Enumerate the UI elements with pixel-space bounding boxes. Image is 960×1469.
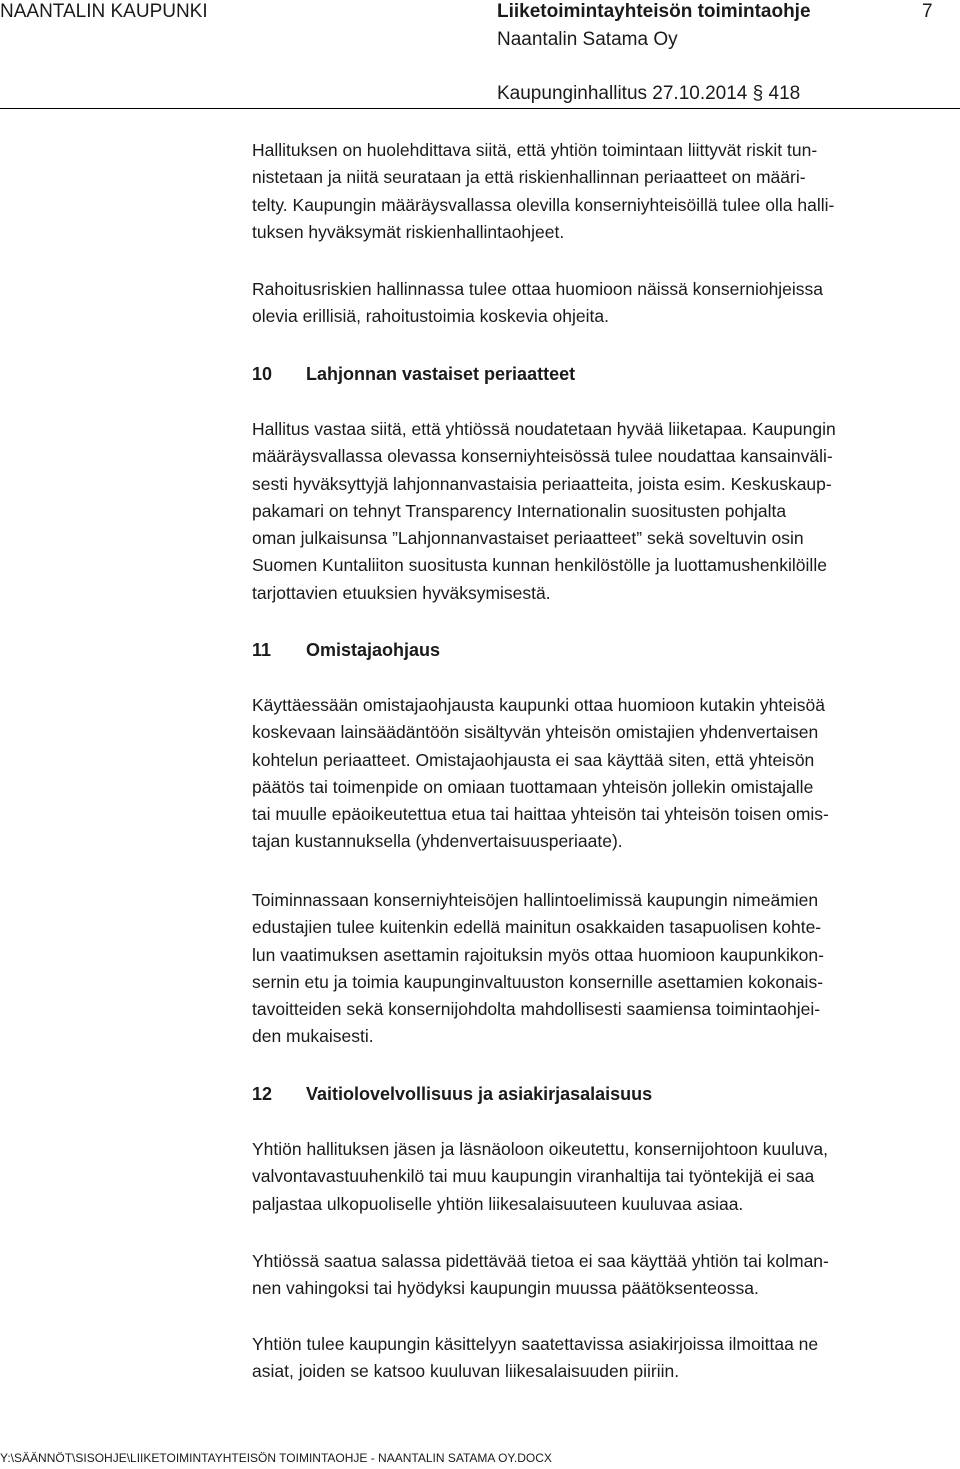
section-number: 10 [252,364,273,384]
text-line: edustajien tulee kuitenkin edellä mainitun osakkaiden tasapuolisen kohte- [252,917,822,938]
paragraph-confidentiality [252,1136,952,1218]
text-line: paljastaa ulkopuoliselle yhtiön liikesalaisuuteen kuuluvaa asiaa. [252,1193,744,1214]
text-line: kohtelun periaatteet. Omistajaohjausta ei saa käyttää siten, että yhteisön [252,749,815,770]
text-line: Yhtiössä saatua salassa pidettävää tietoa ei saa käyttää yhtiön tai kolman- [252,1251,829,1271]
paragraph-financing-risks [252,276,952,331]
text-line: määräysvallassa olevassa konserniyhteisössä tulee noudattaa kansainväli- [252,446,833,467]
text-line: Käyttäessään omistajaohjausta kaupunki ottaa huomioon kutakin yhteisöä [252,695,826,715]
page-number: 7 [922,1,933,22]
section-number: 12 [252,1084,273,1104]
text-line: tai muulle epäoikeutettua etua tai haittaa yhteisön tai yhteisön toisen omis- [252,804,829,825]
paragraph-confidential-information [252,1248,952,1303]
text-line: tarjottavien etuuksien hyväksymisestä. [252,582,551,603]
text-line: pakamari on tehnyt Transparency Internationalin suositusten pohjalta [252,500,787,521]
paragraph-anti-bribery [252,416,952,607]
header-company: Naantalin Satama Oy [497,29,678,50]
header-divider [0,108,960,109]
text-line: Hallitus vastaa siitä, että yhtiössä noudatetaan hyvää liiketapaa. Kaupungin [252,419,836,439]
text-line: olevia erillisiä, rahoitustoimia koskevia ohjeita. [252,306,609,327]
text-line: oman julkaisunsa ”Lahjonnanvastaiset periaatteet” sekä soveltuvin osin [252,528,804,549]
header-document-title: Liiketoimintayhteisön toimintaohje [497,1,811,22]
section-title: Lahjonnan vastaiset periaatteet [306,364,576,384]
section-heading-10 [252,362,575,386]
header-decision-reference: Kaupunginhallitus 27.10.2014 § 418 [497,83,801,104]
section-title: Omistajaohjaus [306,640,441,660]
text-line: asiat, joiden se katsoo kuuluvan liikesalaisuuden piiriin. [252,1361,680,1382]
paragraph-ownership-steering [252,692,952,856]
text-line: telty. Kaupungin määräysvallassa olevilla konserniyhteisöillä tulee olla halli- [252,194,835,215]
text-line: koskevaan lainsäädäntöön sisältyvän yhteisön omistajien yhdenvertaisen [252,722,819,743]
text-line: tajan kustannuksella (yhdenvertaisuusperiaate). [252,831,623,852]
text-line: Suomen Kuntaliiton suositusta kunnan henkilöstölle ja luottamushenkilöille [252,555,827,576]
text-line: tuksen hyväksymät riskienhallintaohjeet. [252,221,565,242]
text-line: nen vahingoksi tai hyödyksi kaupungin muussa päätöksenteossa. [252,1278,759,1299]
text-line: Rahoitusriskien hallinnassa tulee ottaa huomioon näissä konserniohjeissa [252,279,824,299]
text-line: valvontavastuuhenkilö tai muu kaupungin viranhaltija tai työntekijä ei saa [252,1166,815,1187]
section-title: Vaitiolovelvollisuus ja asiakirjasalaisuus [306,1084,653,1104]
paragraph-risk-management [252,137,952,246]
text-line: Toiminnassaan konserniyhteisöjen hallintoelimissä kaupungin nimeämien [252,890,819,910]
text-line: tavoitteiden sekä konsernijohdolta mahdollisesti saamiensa toimintaohjei- [252,999,821,1020]
section-number: 11 [252,640,272,660]
text-line: nistetaan ja niitä seurataan ja että riskienhallinnan periaatteet on määri- [252,167,806,188]
text-line: lun vaatimuksen asettamin rajoituksin myös ottaa huomioon kaupunkikon- [252,944,824,965]
text-line: den mukaisesti. [252,1026,374,1047]
text-line: päätös tai toimenpide on omiaan tuottamaan yhteisön jollekin omistajalle [252,776,814,797]
header-city: NAANTALIN KAUPUNKI [0,1,208,22]
text-line: Hallituksen on huolehdittava siitä, että yhtiön toimintaan liittyvät riskit tun- [252,140,818,160]
section-heading-11 [252,638,440,662]
paragraph-group-representatives [252,887,952,1051]
text-line: Yhtiön tulee kaupungin käsittelyyn saatettavissa asiakirjoissa ilmoittaa ne [252,1334,819,1354]
section-heading-12 [252,1082,652,1106]
text-line: Yhtiön hallituksen jäsen ja läsnäoloon oikeutettu, konsernijohtoon kuuluva, [252,1139,828,1159]
text-line: sernin etu ja toimia kaupunginvaltuuston konsernille asettamien kokonais- [252,971,824,992]
text-line: sesti hyväksyttyjä lahjonnanvastaisia periaatteita, joista esim. Keskuskaup- [252,473,832,494]
footer-file-path: Y:\SÄÄNNÖT\SISOHJE\LIIKETOIMINTAYHTEISÖN TOIMINTAOHJE - NAANTALIN SATAMA OY.DOCX [0,1451,552,1465]
paragraph-trade-secrets [252,1331,952,1386]
